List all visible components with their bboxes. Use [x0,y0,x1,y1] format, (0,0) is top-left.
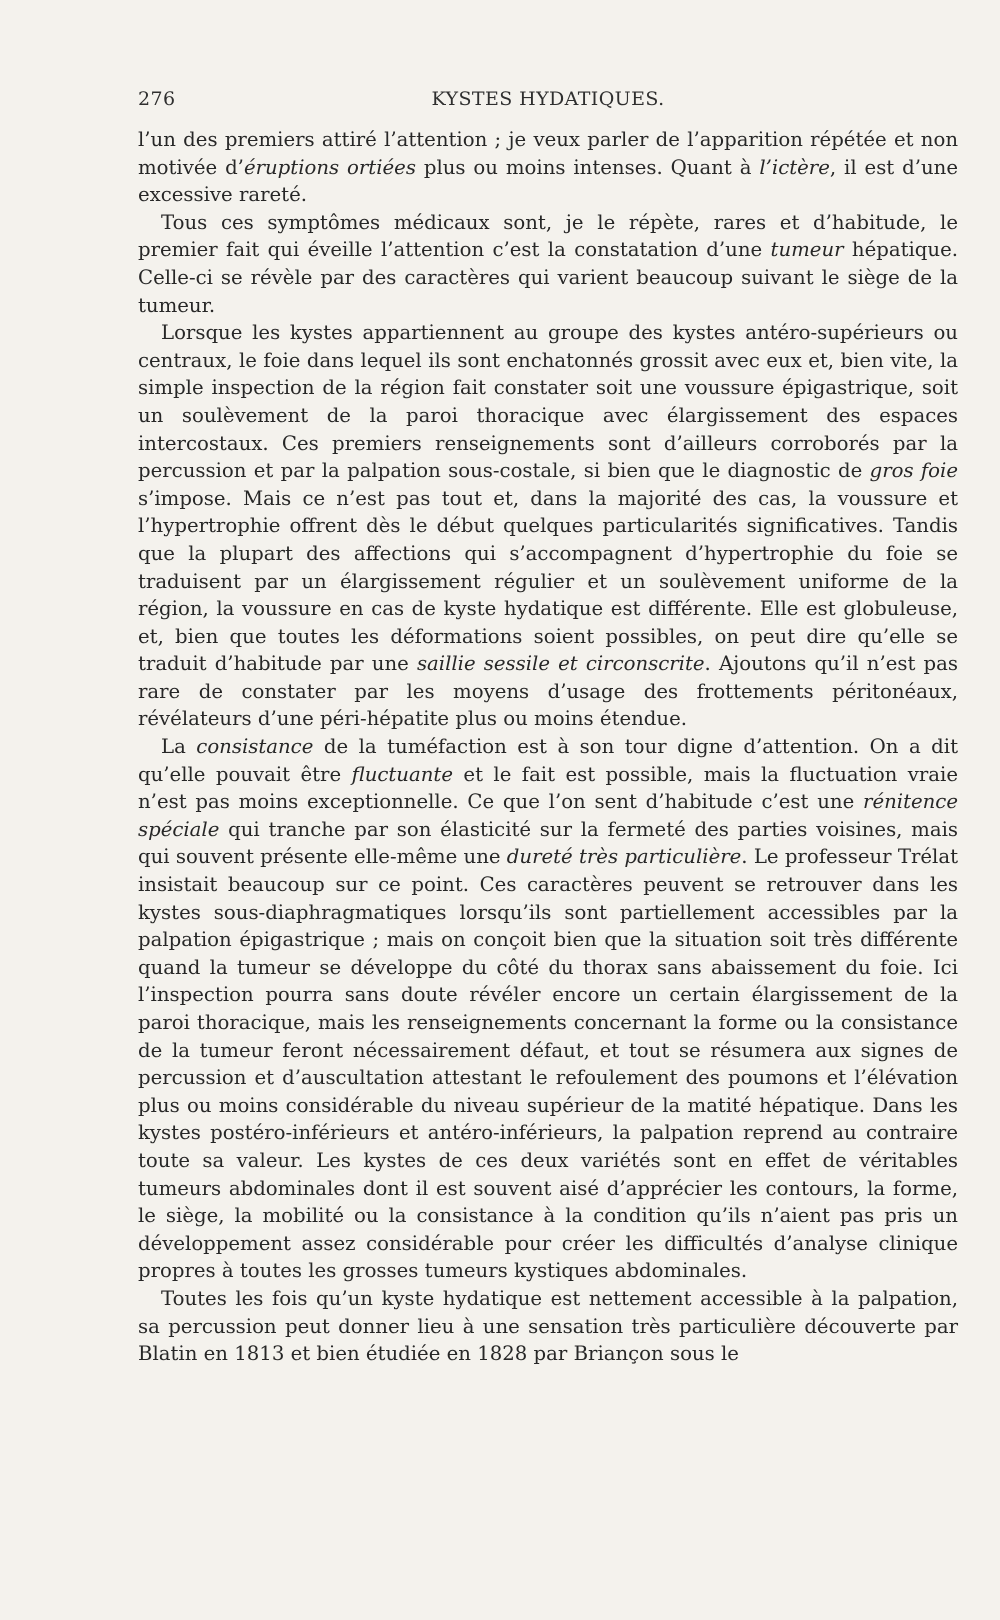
italic-segment: gros foie [869,459,958,483]
italic-segment: saillie sessile et circonscrite [416,652,705,676]
text-segment: et le fait est possible, mais la fluctuation vraie n’est pas moins exceptionnelle. Ce que l’on sent d’habitude c’est une [138,762,958,814]
text-segment: , il est d’une excessive rareté. [138,155,959,207]
italic-segment: fluctuante [351,762,453,786]
page-header [138,88,958,118]
paragraph-5 [138,1285,958,1368]
text-segment: . Le professeur Trélat insistait beaucoup sur ce point. Ces caractères peuvent se retrouver dans les kystes sous-diaphragmatiques lorsqu’ils sont partiellement accessibles par la palpation épigastrique ; mais on conçoit bien que la situation soit très différente quand la tumeur se développe du côté du thorax sans abaissement du foie. Ici l’inspection pourra sans doute révéler encore un certain élargissement de la paroi thoracique, mais les renseignements concernant la forme ou la consistance de la tumeur feront nécessairement défaut, et tout se résumera aux signes de percussion et d’auscultation attestant le refoulement des poumons et l’élévation plus ou moins considérable du niveau supérieur de la matité hépatique. Dans les kystes postéro-inférieurs et antéro-inférieurs, la palpation reprend au contraire toute sa valeur. Les kystes de ces deux variétés sont en effet de véritables tumeurs abdominales dont il est souvent aisé d’apprécier les contours, la forme, le siège, la mobilité ou la consistance à la condition qu’ils n’aient pas pris un développement assez considérable pour créer les difficultés d’analyse clinique propres à toutes les grosses tumeurs kystiques abdominales. [138,845,958,1283]
text-segment: La [161,735,197,759]
running-title: KYSTES HYDATIQUES. [431,88,665,110]
paragraph-4 [138,733,958,1285]
text-segment: hépatique. Celle-ci se révèle par des caractères qui varient beaucoup suivant le siège de la tumeur. [138,238,958,317]
page-number: 276 [138,88,176,110]
text-segment: Toutes les fois qu’un kyste hydatique est nettement accessible à la palpation, sa percussion peut donner lieu à une sensation très particulière découverte par Blatin en 1813 et bien étudiée en 1828 par Briançon sous le [138,1286,958,1366]
paragraph-2 [138,209,958,319]
italic-segment: tumeur [770,238,844,262]
text-segment: de la tuméfaction est à son tour digne d’attention. On a dit qu’elle pouvait être [138,735,958,786]
text-segment: s’impose. Mais ce n’est pas tout et, dans la majorité des cas, la voussure et l’hypertrophie offrent dès le début quelques particularités significatives. Tandis que la plupart des affections qui s’accompagnent d’hypertrophie du foie se traduisent par un élargissement régulier et un soulèvement uniforme de la région, la voussure en cas de kyste hydatique est différente. Elle est globuleuse, et, bien que toutes les déformations soient possibles, on peut dire qu’elle se traduit d’habitude par une [138,486,958,676]
italic-segment: éruptions ortiées [243,155,416,179]
italic-segment: l’ictère [759,155,830,179]
text-segment: . Ajoutons qu’il n’est pas rare de constater par les moyens d’usage des frottements péritonéaux, révélateurs d’une péri-hépatite plus ou moins étendue. [138,652,958,731]
text-segment: l’un des premiers attiré l’attention ; je veux parler de l’apparition répétée et non motivée d’ [138,128,958,179]
italic-segment: consistance [196,735,314,759]
body-text [138,126,958,1368]
text-segment: Tous ces symptômes médicaux sont, je le répète, rares et d’habitude, le premier fait qui éveille l’attention c’est la constatation d’une [138,210,958,262]
paragraph-3 [138,319,958,733]
italic-segment: dureté très particulière [506,845,742,869]
text-segment: Lorsque les kystes appartiennent au groupe des kystes antéro-supérieurs ou centraux, le foie dans lequel ils sont enchatonnés grossit avec eux et, bien vite, la simple inspection de la région fait constater soit une voussure épigastrique, soit un soulèvement de la paroi thoracique avec élargissement des espaces intercostaux. Ces premiers renseignements sont d’ailleurs corroborés par la percussion et par la palpation sous-costale, si bien que le diagnostic de [138,321,958,483]
italic-segment: rénitence spéciale [138,790,958,841]
text-segment: qui tranche par son élasticité sur la fermeté des parties voisines, mais qui souvent présente elle-même une [138,817,958,869]
paragraph-1 [138,126,958,209]
text-segment: plus ou moins intenses. Quant à [415,155,760,179]
